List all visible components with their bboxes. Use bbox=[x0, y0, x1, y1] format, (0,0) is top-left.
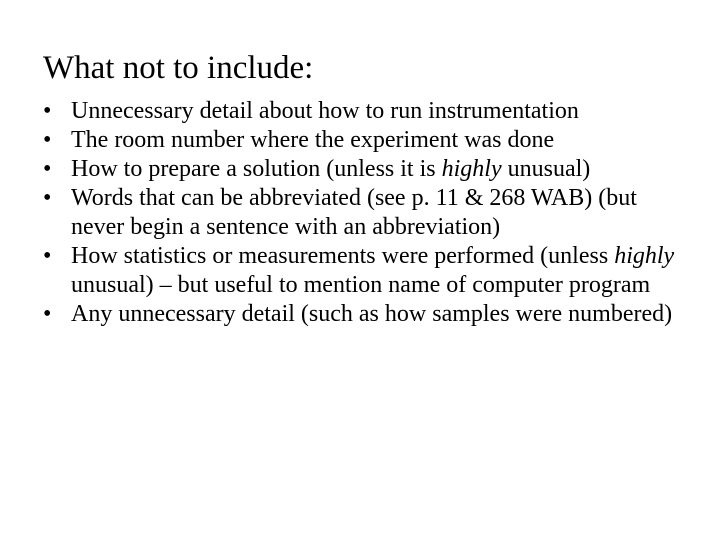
bullet-text-segment: Words that can be abbreviated (see p. 11 & 268 WAB) (but never begin a sentence with an abbreviation) bbox=[71, 185, 643, 240]
bullet-dot-icon: • bbox=[43, 185, 52, 211]
emphasis-text: highly bbox=[614, 243, 675, 269]
bullet-dot-icon: • bbox=[43, 156, 52, 182]
bullet-text bbox=[71, 184, 683, 242]
bullet-item bbox=[43, 97, 683, 126]
bullet-dot-icon: • bbox=[43, 243, 52, 269]
bullet-text bbox=[71, 97, 683, 126]
bullet-item bbox=[43, 155, 683, 184]
bullet-text-segment: How statistics or measurements were performed (unless bbox=[71, 243, 615, 269]
bullet-dot-icon: • bbox=[43, 127, 52, 153]
bullet-dot-icon: • bbox=[43, 301, 52, 327]
bullet-text-segment: unusual) bbox=[501, 156, 591, 182]
bullet-text bbox=[71, 126, 683, 155]
bullet-list bbox=[43, 97, 687, 329]
slide-title: What not to include: bbox=[43, 50, 314, 86]
bullet-text-segment: Any unnecessary detail (such as how samples were numbered) bbox=[71, 301, 673, 327]
bullet-text-segment: The room number where the experiment was done bbox=[71, 127, 555, 153]
bullet-item bbox=[43, 242, 687, 300]
bullet-item bbox=[43, 126, 683, 155]
emphasis-text: highly bbox=[441, 156, 502, 182]
bullet-text-segment: How to prepare a solution (unless it is bbox=[71, 156, 442, 182]
bullet-dot-icon: • bbox=[43, 98, 52, 124]
bullet-item bbox=[43, 184, 683, 242]
bullet-text bbox=[71, 155, 683, 184]
bullet-text-segment: Unnecessary detail about how to run instrumentation bbox=[71, 98, 579, 124]
bullet-text bbox=[71, 242, 687, 300]
bullet-text-segment: unusual) – but useful to mention name of computer program bbox=[71, 243, 687, 298]
bullet-item bbox=[43, 300, 683, 329]
bullet-text bbox=[71, 300, 683, 329]
